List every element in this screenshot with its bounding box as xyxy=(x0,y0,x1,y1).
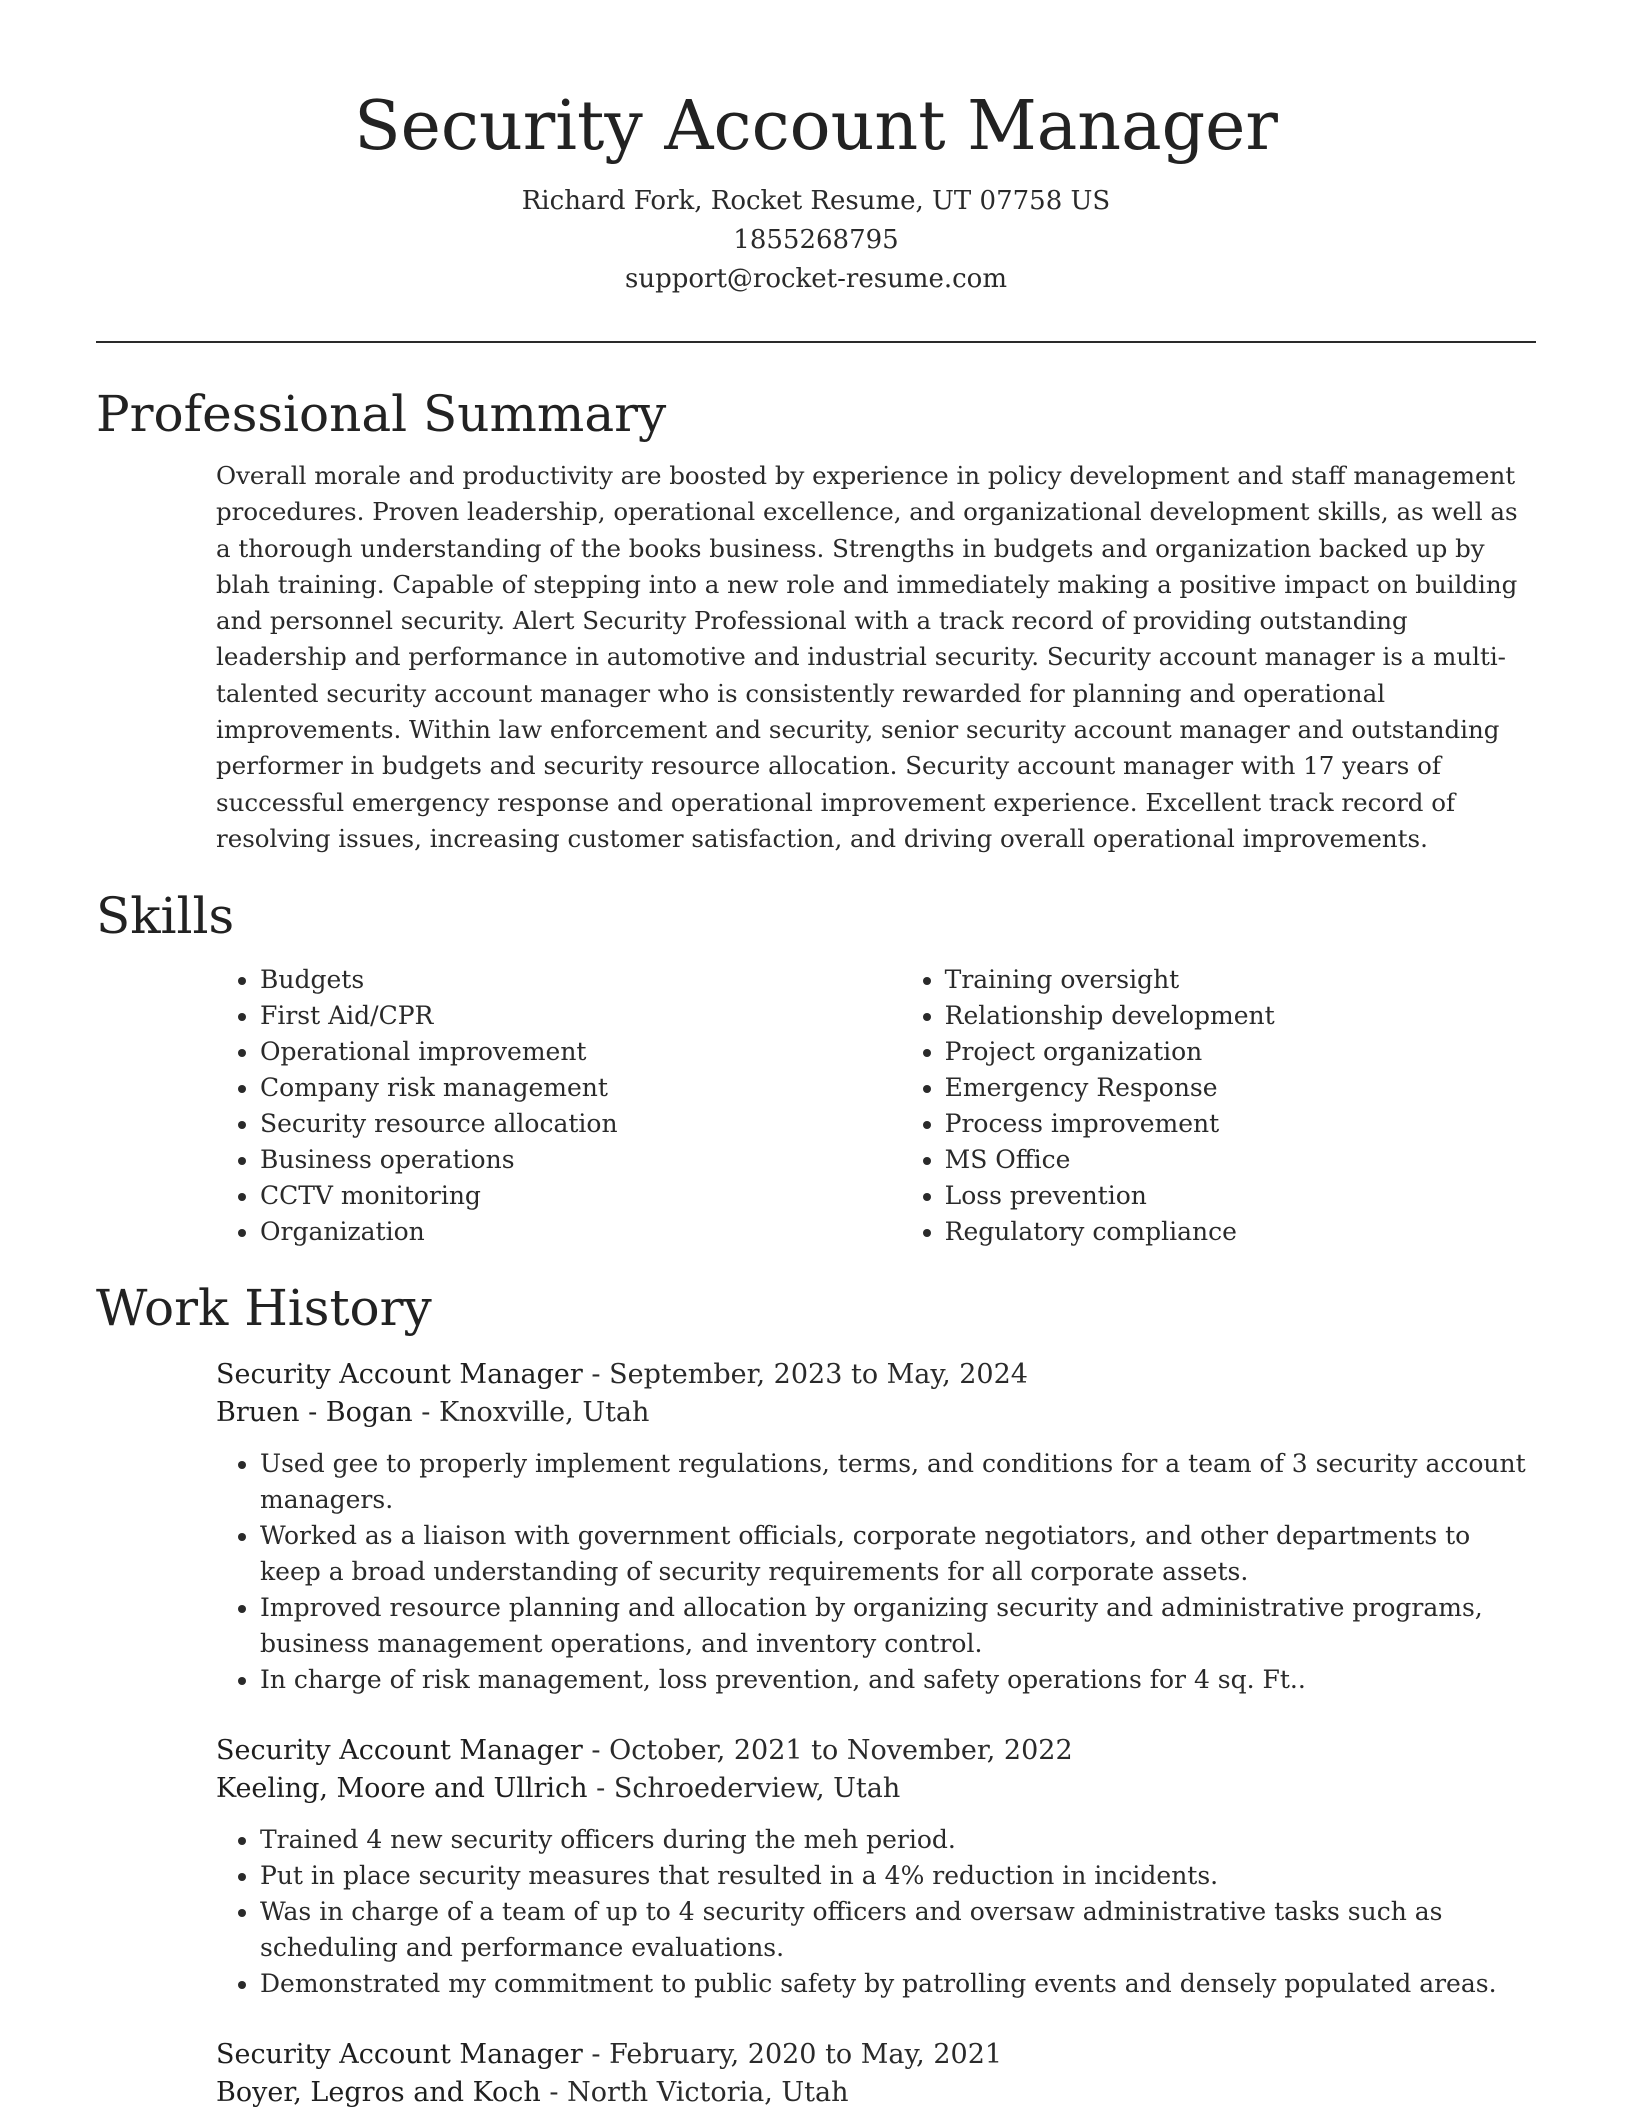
job-title-line: Security Account Manager - October, 2021 to November, 2022 xyxy=(216,1735,1073,1766)
job-bullet: • Used gee to properly implement regulations, terms, and conditions for a team of 3 security account managers. xyxy=(260,1446,1536,1518)
job-bullet: • Was in charge of a team of up to 4 security officers and oversaw administrative tasks such as scheduling and performance evaluations. xyxy=(260,1894,1536,1966)
skill-item: • First Aid/CPR xyxy=(260,998,901,1034)
job-company-line: Boyer, Legros and Koch - North Victoria, Utah xyxy=(216,2077,849,2108)
job-company-line: Keeling, Moore and Ullrich - Schroederview, Utah xyxy=(216,1773,901,1804)
skill-item: • CCTV monitoring xyxy=(260,1178,901,1214)
job-role: Security Account Manager xyxy=(216,1359,583,1390)
skill-item: • Emergency Response xyxy=(945,1070,1536,1106)
job-entry xyxy=(216,2036,1536,2112)
skill-item: • Budgets xyxy=(260,962,901,998)
skills-section xyxy=(96,884,1536,1250)
skill-item: • Process improvement xyxy=(945,1106,1536,1142)
skill-item: • Training oversight xyxy=(945,962,1536,998)
summary-heading: Professional Summary xyxy=(96,385,667,443)
job-bullets xyxy=(216,1446,1536,1698)
contact-info xyxy=(0,182,1632,299)
job-location: Schroederview, Utah xyxy=(613,1773,901,1804)
job-title-line: Security Account Manager - February, 2020 to May, 2021 xyxy=(216,2039,1003,2070)
job-dates: September, 2023 to May, 2024 xyxy=(609,1359,1028,1390)
job-role: Security Account Manager xyxy=(216,1735,583,1766)
job-bullet: • Trained 4 new security officers during the meh period. xyxy=(260,1822,1536,1858)
job-entry xyxy=(216,1732,1536,2002)
skill-item: • Regulatory compliance xyxy=(945,1214,1536,1250)
skill-item: • Project organization xyxy=(945,1034,1536,1070)
skill-item: • Relationship development xyxy=(945,998,1536,1034)
job-bullet: • Demonstrated my commitment to public safety by patrolling events and densely populated areas. xyxy=(260,1966,1536,2002)
job-bullet: • Put in place security measures that resulted in a 4% reduction in incidents. xyxy=(260,1858,1536,1894)
candidate-title: Security Account Manager xyxy=(354,87,1278,166)
job-bullets xyxy=(216,1822,1536,2002)
summary-paragraph: Overall morale and productivity are boosted by experience in policy development and staff management procedures. Proven leadership, operational excellence, and organizational development skills, as well as a thorough understanding of the books business. Strengths in budgets and organization backed up by blah training. Capable of stepping into a new role and immediately making a positive impact on building and personnel security. Alert Security Professional with a track record of providing outstanding leadership and performance in automotive and industrial security. Security account manager is a multi-talented security account manager who is consistently rewarded for planning and operational improvements. Within law enforcement and security, senior security account manager and outstanding performer in budgets and security resource allocation. Security account manager with 17 years of successful emergency response and operational improvement experience. Excellent track record of resolving issues, increasing customer satisfaction, and driving overall operational improvements. xyxy=(216,461,1518,853)
skills-list-right xyxy=(901,962,1536,1250)
job-bullet: • Improved resource planning and allocation by organizing security and administrative programs, business management operations, and inventory control. xyxy=(260,1590,1536,1662)
resume-header xyxy=(0,0,1632,299)
job-dates: February, 2020 to May, 2021 xyxy=(609,2039,1003,2070)
skill-item: • Operational improvement xyxy=(260,1034,901,1070)
skill-item: • Security resource allocation xyxy=(260,1106,901,1142)
contact-address: Richard Fork, Rocket Resume, UT 07758 US xyxy=(521,186,1111,216)
job-title-line: Security Account Manager - September, 2023 to May, 2024 xyxy=(216,1359,1028,1390)
job-company: Keeling, Moore and Ullrich xyxy=(216,1773,588,1804)
job-company-line: Bruen - Bogan - Knoxville, Utah xyxy=(216,1397,650,1428)
summary-section xyxy=(96,382,1536,857)
job-role: Security Account Manager xyxy=(216,2039,583,2070)
job-bullet: • Worked as a liaison with government officials, corporate negotiators, and other departments to keep a broad understanding of security requirements for all corporate assets. xyxy=(260,1518,1536,1590)
header-divider xyxy=(96,341,1536,343)
work-history-heading: Work History xyxy=(96,1279,432,1337)
contact-email: support@rocket-resume.com xyxy=(624,264,1007,294)
skills-heading: Skills xyxy=(96,887,235,945)
skill-item: • Business operations xyxy=(260,1142,901,1178)
work-history-section xyxy=(96,1276,1536,2112)
skills-columns xyxy=(216,962,1536,1250)
skill-item: • Company risk management xyxy=(260,1070,901,1106)
job-dates: October, 2021 to November, 2022 xyxy=(609,1735,1073,1766)
job-bullet: • In charge of risk management, loss prevention, and safety operations for 4 sq. Ft.. xyxy=(260,1662,1536,1698)
job-company: Boyer, Legros and Koch xyxy=(216,2077,541,2108)
skill-item: • Organization xyxy=(260,1214,901,1250)
contact-phone: 1855268795 xyxy=(733,225,899,255)
skills-list-left xyxy=(216,962,901,1250)
job-company: Bruen - Bogan xyxy=(216,1397,413,1428)
job-location: North Victoria, Utah xyxy=(567,2077,849,2108)
skill-item: • MS Office xyxy=(945,1142,1536,1178)
job-location: Knoxville, Utah xyxy=(438,1397,650,1428)
skill-item: • Loss prevention xyxy=(945,1178,1536,1214)
job-entry xyxy=(216,1356,1536,1698)
